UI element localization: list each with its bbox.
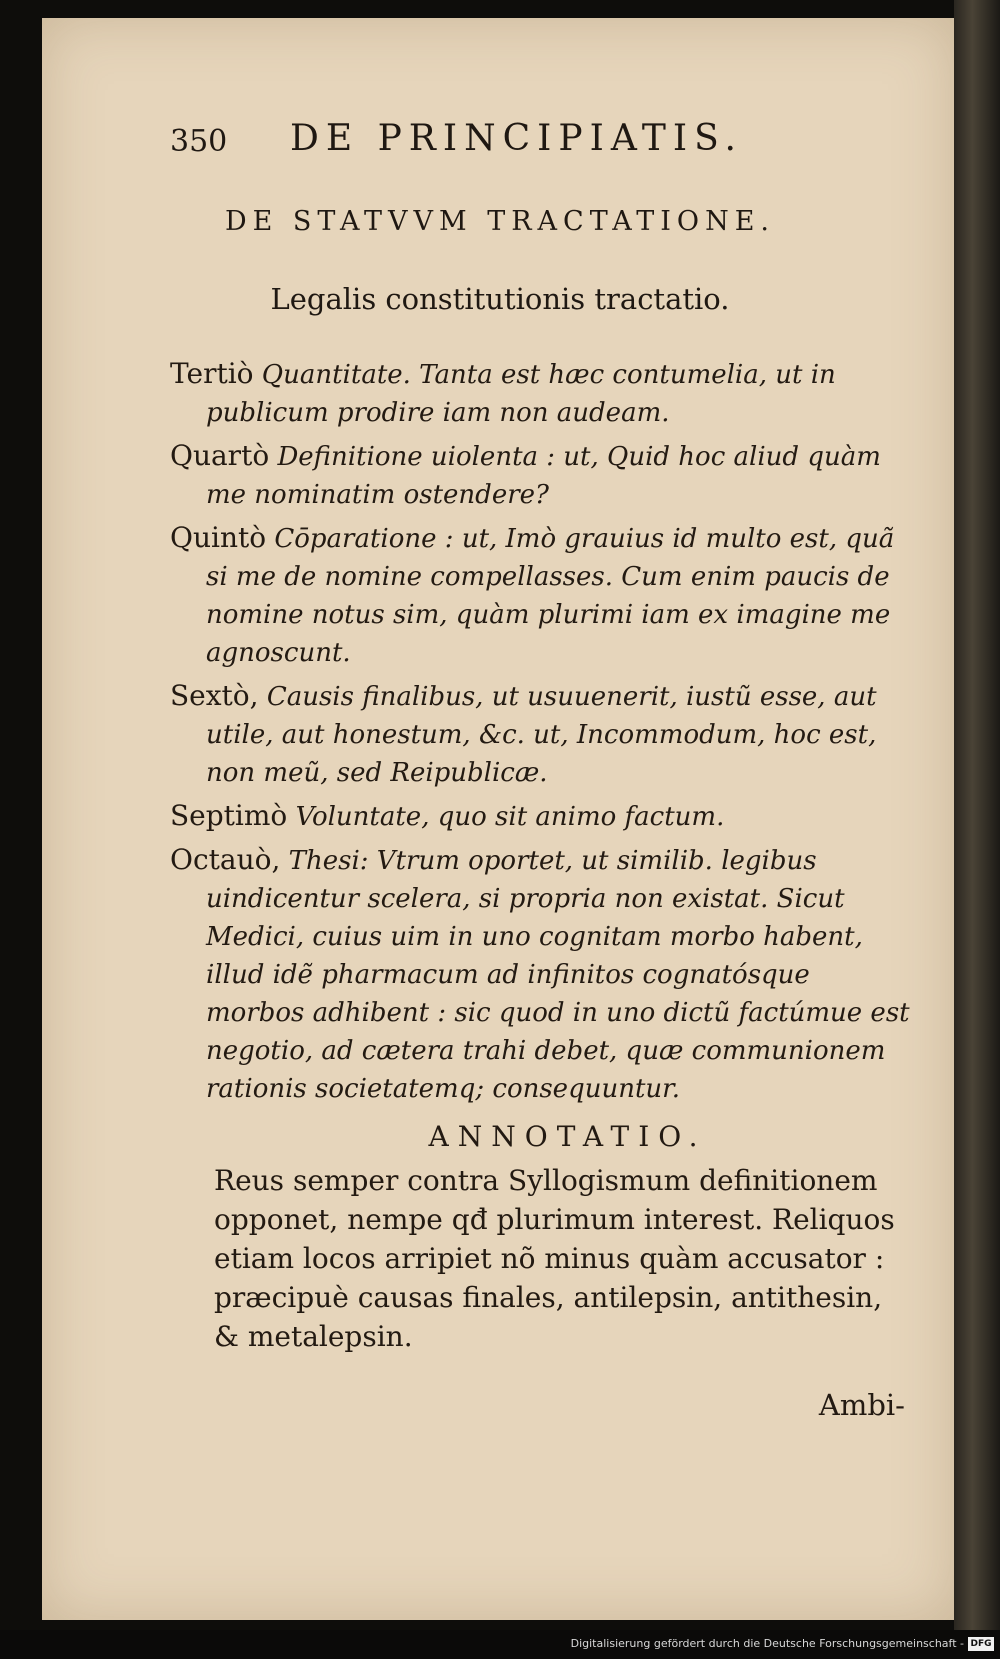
list-item: Sextò, Causis finalibus, ut usuuenerit, iustũ esse, aut utile, aut honestum, &c. ut, Incommodum, hoc est, non meũ, sed Reipublicæ.: [170, 679, 877, 788]
list-item: Septimò Voluntate, quo sit animo factum.: [170, 799, 725, 832]
page-number: 350: [170, 124, 228, 159]
running-title: DE PRINCIPIATIS.: [290, 118, 743, 159]
list-item: Octauò, Thesi: Vtrum oportet, ut similib. legibus uindicentur scelera, si propria non existat. Sicut Medici, cuius uim in uno cognitam morbo habent, illud idẽ pharmacum ad infinitos cognatósque morbos adhibent : sic quod in uno dictũ factúmue est negotio, ad cætera trahi debet, quæ communionem rationis societatemq; consequuntur.: [170, 843, 910, 1104]
annotation-text: Reus semper contra Syllogismum definitionem opponet, nempe qđ plurimum interest. Reliquos etiam locos arripiet nõ minus quàm accusator : præcipuè causas finales, antilepsin, antithesin, & metalepsin.: [214, 1164, 895, 1353]
body-text: [170, 355, 915, 1356]
footer-note: Digitalisierung gefördert durch die Deutsche Forschungsgemeinschaft -: [570, 1637, 964, 1650]
book-edge: [954, 0, 1000, 1630]
list-item: Quintò Cōparatione : ut, Imò grauius id multo est, quã si me de nomine compellasses. Cum enim paucis de nomine notus sim, quàm plurimi iam ex imagine me agnoscunt.: [170, 521, 895, 668]
dfg-logo: DFG: [968, 1637, 994, 1651]
page-header: [0, 118, 1000, 168]
list-item: Tertiò Quantitate. Tanta est hæc contumelia, ut in publicum prodire iam non audeam.: [170, 357, 836, 428]
list-item: Quartò Definitione uiolenta : ut, Quid hoc aliud quàm me nominatim ostendere?: [170, 439, 881, 510]
subtitle: Legalis constitutionis tractatio.: [270, 282, 730, 316]
section-title: DE STATVVM TRACTATIONE.: [224, 206, 775, 237]
annotation-heading: ANNOTATIO.: [428, 1120, 707, 1153]
catchword: Ambi-: [818, 1388, 905, 1422]
